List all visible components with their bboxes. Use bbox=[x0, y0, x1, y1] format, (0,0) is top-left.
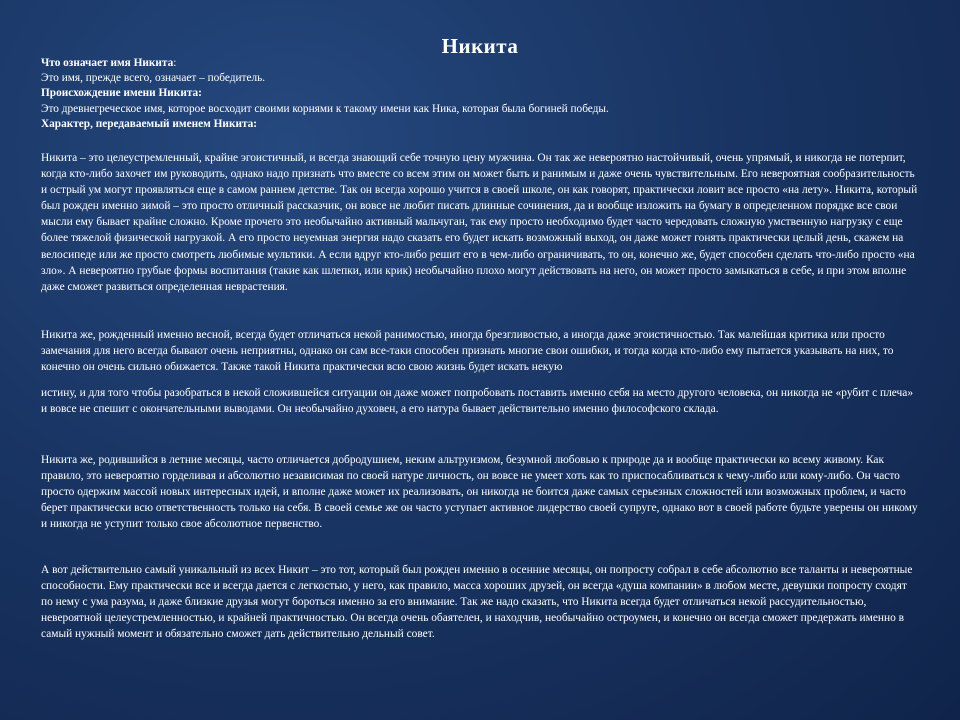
meaning-label: Что означает имя Никита bbox=[41, 57, 174, 69]
paragraph-winter: Никита – это целеустремленный, крайне эгоистичный, и всегда знающий себе точную цену мужчина. Он так же невероятно настойчивый, очень упрямый, и никогда не потерпит, когда кто-либо захочет им руководить, однако надо признать что вместе со всем этим он может быть и ранимым и даже очень чувствительным. Его невероятная сообразительность и острый ум могут проявляться еще в самом раннем детстве. Так он всегда хорошо учится в своей школе, он как говорят, практически ловит все просто «на лету». Никита, который был рожден именно зимой – это просто отличный рассказчик, он вовсе не любит писать длинные сочинения, да и вообще изложить на бумагу в определенном порядке все свои мысли ему бывает крайне сложно. Кроме прочего это необычайно активный мальчуган, так ему просто необходимо будет часто чередовать сложную умственную нагрузку с еще более тяжелой физической нагрузкой. А его просто неуемная энергия надо сказать его будет искать возможный выход, он даже может гонять практически целый день, скажем на велосипеде или же просто смотреть любимые мультики. А если вдруг кто-либо решит его в чем-либо ограничивать, то он, конечно же, будет способен сделать что-либо просто «на зло». А невероятно грубые формы воспитания (такие как шлепки, или крик) необычайно плохо могут действовать на него, он может просто замыкаться в себе, и при этом вполне даже сможет развиться определенная неврастения. bbox=[41, 152, 918, 293]
origin-text: Это древнегреческое имя, которое восходит своими корнями к такому имени как Ника, которая была богиней победы. bbox=[41, 102, 609, 115]
paragraph-spring-continued: истину, и для того чтобы разобраться в некой сложившейся ситуации он даже может попробовать поставить именно себя на место другого человека, он никогда не «рубит с плеча» и вовсе не спешит с окончательными выводами. Он необычайно духовен, а его натура бывает действительно именно философского склада. bbox=[41, 387, 914, 416]
intro-block bbox=[41, 56, 941, 132]
slide-title: Никита bbox=[441, 34, 519, 58]
character-label: Характер, передаваемый именем Никита: bbox=[41, 117, 258, 130]
paragraph-spring: Никита же, рожденный именно весной, всегда будет отличаться некой ранимостью, иногда брезгливостью, а иногда даже эгоистичностью. Так малейшая критика или просто замечания для него всегда бывают очень неприятны, однако он сам все-таки способен признать многие свои ошибки, и тогда когда кто-либо ему пытается указывать на них, то конечно он очень сильно обижается. Также такой Никита практически всю свою жизнь будет искать некую bbox=[41, 329, 894, 374]
meaning-line bbox=[41, 56, 941, 71]
meaning-text: Это имя, прежде всего, означает – победитель. bbox=[41, 72, 266, 85]
paragraph-summer: Никита же, родившийся в летние месяцы, часто отличается добродушием, неким альтруизмом, безумной любовью к природе да и вообще практически ко всему живому. Как правило, это невероятно горделивая и абсолютно независимая по своей натуре личность, он вовсе не умеет хоть как то приспосабливаться к чему-либо или кому-либо. Он часто просто одержим массой новых интересных идей, и вполне даже может их реализовать, он никогда не боится даже самых серьезных сложностей или возможных проблем, и часто берет практически всю ответственность только на себя. В своей семье же он часто уступает активное лидерство своей супруге, однако вот в своей работе будьте уверены он никому и никогда не уступит только свое абсолютное первенство. bbox=[41, 454, 918, 531]
origin-label: Происхождение имени Никита: bbox=[41, 87, 202, 100]
paragraph-autumn: А вот действительно самый уникальный из всех Никит – это тот, который был рожден именно в осенние месяцы, он попросту собрал в себе абсолютно все таланты и невероятные способности. Ему практически все и всегда дается с легкостью, у него, как правило, масса хороших друзей, он всегда «душа компании» в любом месте, девушки попросту сходят по нему с ума разума, и даже близкие друзья могут бороться именно за его внимание. Так же надо сказать, что Никита всегда будет отличаться некой рассудительностью, невероятной целеустремленностью, и крайней практичностью. Он всегда очень обаятелен, и находчив, необычайно остроумен, и конечно он всегда сможет предержать именно в самый нужный момент и обязательно сможет дать действительно дельный совет. bbox=[41, 564, 913, 641]
meaning-colon: : bbox=[173, 57, 177, 69]
